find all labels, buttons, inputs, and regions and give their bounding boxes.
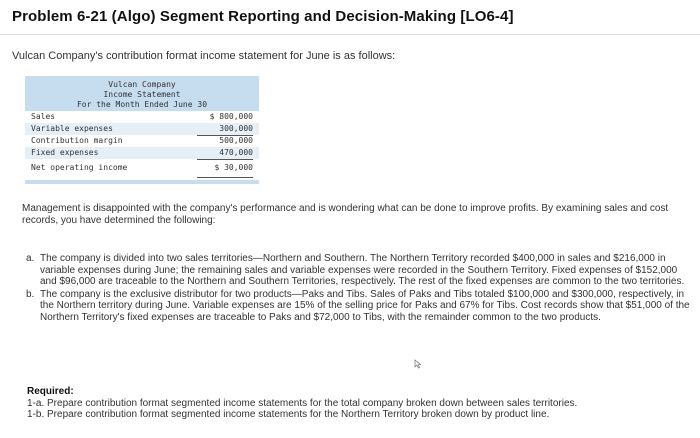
required-item-1a: 1-a. Prepare contribution format segmented income statements for the total company broken down between sales territories. — [27, 397, 578, 409]
row-label: Sales — [31, 112, 56, 121]
fact-item-b — [26, 289, 692, 324]
row-amount: $ 30,000 — [214, 163, 253, 172]
row-amount: $ 800,000 — [209, 112, 253, 121]
statement-row-sales — [25, 111, 259, 123]
title-divider — [0, 34, 700, 35]
required-section — [27, 386, 687, 421]
statement-row-contribution-margin — [25, 135, 259, 147]
required-item-1b: 1-b. Prepare contribution format segmented income statements for the Northern Territory broken down by product line. — [27, 409, 550, 421]
row-label: Variable expenses — [31, 124, 113, 133]
facts-list — [26, 253, 692, 325]
intro-text: Vulcan Company's contribution format income statement for June is as follows: — [12, 50, 396, 62]
row-amount: 470,000 — [197, 147, 253, 160]
fact-item-a — [26, 253, 692, 288]
row-amount: 500,000 — [219, 136, 253, 145]
fact-text: The company is the exclusive distributor for two products—Paks and Tibs. Sales of Paks and Tibs totaled $100,000 and $300,000, respectively, in the Northern territory during June. Variable expenses are 15% of the selling price for Paks and 67% for Tibs. Cost records show that $51,000 of the Northern Territory's fixed expenses are traceable to Paks and $72,000 to Tibs, with the remainder common to the two products. — [40, 288, 690, 323]
statement-row-fixed-expenses — [25, 147, 259, 159]
statement-row-net-operating-income — [25, 162, 259, 174]
statement-company: Vulcan Company — [108, 80, 176, 89]
fact-marker: b. — [26, 288, 35, 300]
management-note: Management is disappointed with the company's performance and is wondering what can be done to improve profits. By examining sales and cost records, you have determined the following: — [22, 203, 669, 226]
row-label: Contribution margin — [31, 136, 123, 145]
fact-marker: a. — [26, 253, 35, 264]
row-label: Net operating income — [31, 163, 128, 172]
required-heading: Required: — [27, 386, 74, 397]
statement-name: Income Statement — [103, 90, 181, 99]
statement-header — [25, 76, 259, 111]
problem-title: Problem 6-21 (Algo) Segment Reporting and Decision-Making [LO6-4] — [12, 8, 514, 25]
row-amount: 300,000 — [197, 123, 253, 136]
fact-text: The company is divided into two sales territories—Northern and Southern. The Northern Territory recorded $400,000 in sales and $216,000 in variable expenses during June; the remaining sales and variable expenses were recorded in the Southern Territory. Fixed expenses of $152,000 and $96,000 are traceable to the Northern and Southern Territories, respectively. The rest of the fixed expenses are common to the two territories. — [40, 253, 685, 288]
statement-footer-bar — [25, 180, 259, 184]
statement-period: For the Month Ended June 30 — [76, 100, 208, 109]
statement-row-variable-expenses — [25, 123, 259, 135]
row-label: Fixed expenses — [31, 148, 99, 157]
mouse-pointer-icon — [413, 359, 423, 369]
income-statement — [25, 76, 259, 188]
